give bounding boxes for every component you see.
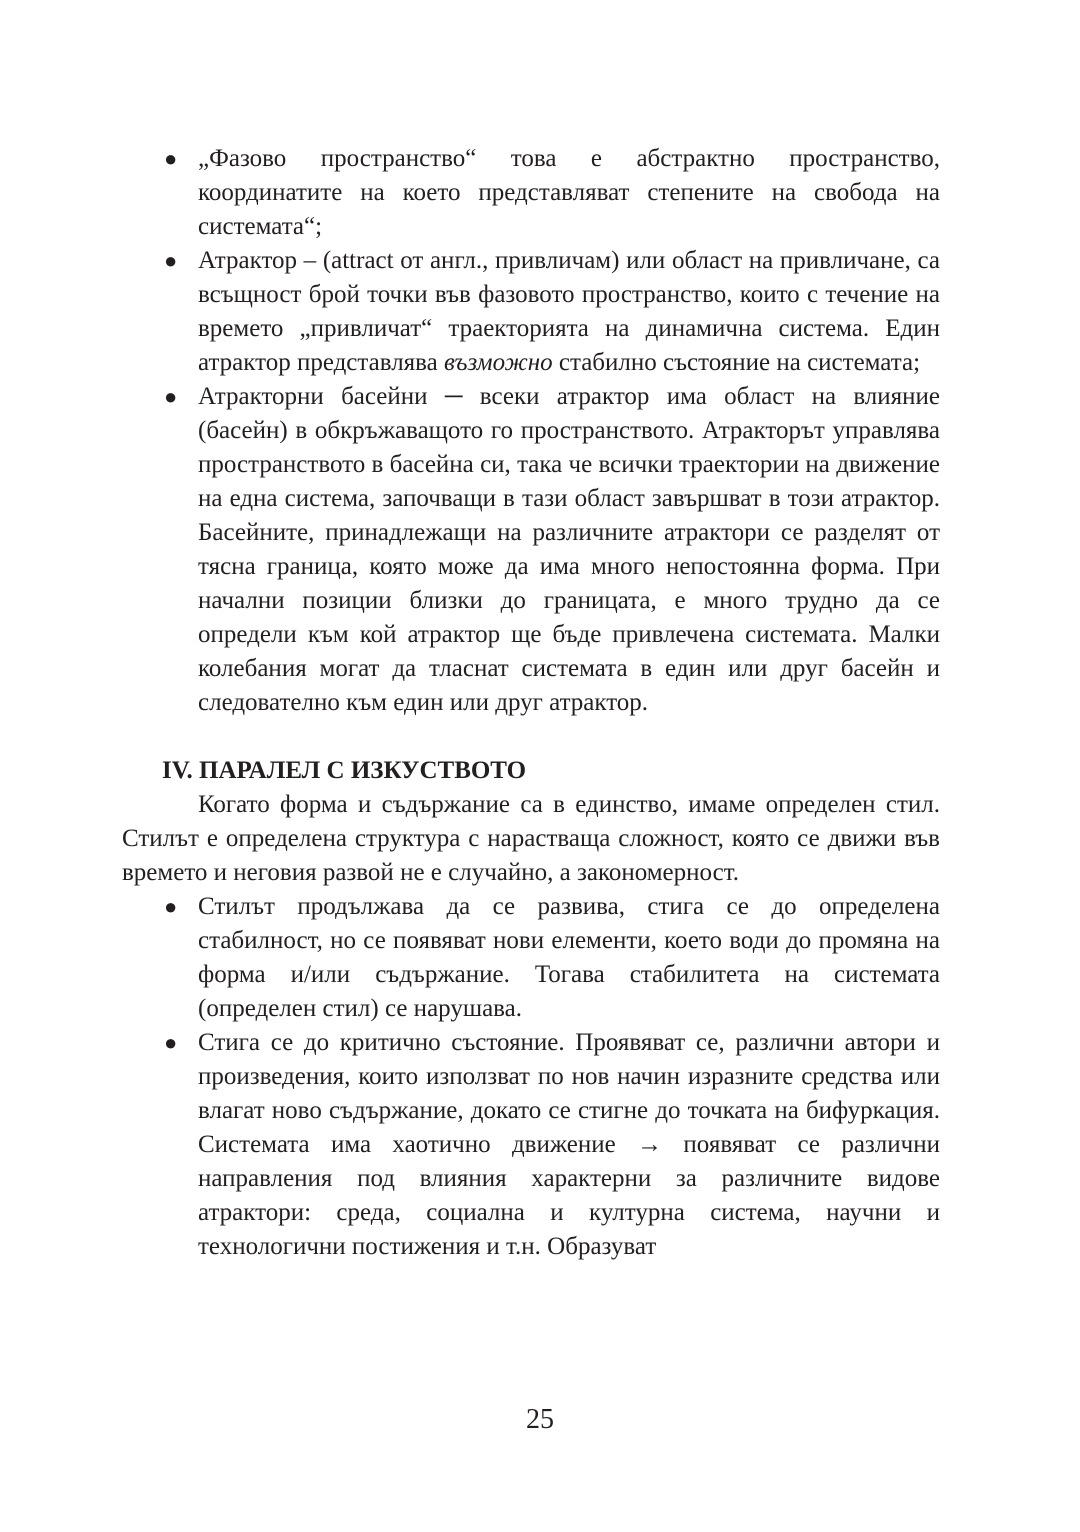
section-heading: IV. ПАРАЛЕЛ С ИЗКУСТВОТО <box>162 757 527 784</box>
definitions-list <box>122 142 940 720</box>
body-text <box>122 142 940 1264</box>
bullet-dot-icon: ● <box>164 248 178 273</box>
list-item-text: Стилът продължава да се развива, стига се до определена стабилност, но се появяват нови елементи, което води до промяна на форма и/или съдържание. Тогава стабилитета на системата (определен стил) се нарушава. <box>198 893 940 1022</box>
list-item-text: Стига се до критично състояние. Проявяват се, различни автори и произведения, които използват по нов начин изразните средства или влагат ново съдържание, докато се стигне до точката на бифуркация. Системата има хаотично движение → появяват се различни направления под влияния характерни за различните видове атрактори: среда, социална и културна система, научни и технологични постижения и т.н. Образуват <box>198 1029 940 1260</box>
list-item-text: Атрактор – (attract от англ., привличам) или област на привличане, са всъщност брой точки във фазовото пространство, които с течение на времето „привличат“ траекторията на динамична система. Един атрактор представлява възможно стабилно състояние на системата; <box>198 247 940 376</box>
list-item <box>122 244 940 380</box>
page-number: 25 <box>526 1404 554 1435</box>
bullet-dot-icon: ● <box>164 146 178 171</box>
list-item-text: „Фазово пространство“ това е абстрактно пространство, координатите на което представляват степените на свобода на системата“; <box>198 145 940 240</box>
bullet-dot-icon: ● <box>164 384 178 409</box>
list-item <box>122 890 940 1026</box>
list-item <box>122 1026 940 1264</box>
bullet-dot-icon: ● <box>164 1030 178 1055</box>
bullet-dot-icon: ● <box>164 894 178 919</box>
list-item <box>122 142 940 244</box>
italic-emphasis: възможно <box>444 349 553 376</box>
list-item <box>122 380 940 720</box>
section-paragraph: Когато форма и съдържание са в единство, имаме определен стил. Стилът е определена структура с нарастваща сложност, която се движи във времето и неговия развой не е случайно, а закономерност. <box>122 791 940 886</box>
list-item-text: Атракторни басейни ─ всеки атрактор има област на влияние (басейн) в обкръжаващото го пространството. Атракторът управлява пространството в басейна си, така че всички траектории на движение на една система, започващи в тази област завършват в този атрактор. Басейните, принадлежащи на различните атрактори се разделят от тясна граница, която може да има много непостоянна форма. При начални позиции близки до границата, е много трудно да се определи към кой атрактор ще бъде привлечена системата. Малки колебания могат да тласнат системата в един или друг басейн и следователно към един или друг атрактор. <box>198 383 940 716</box>
style-stages-list <box>122 890 940 1264</box>
